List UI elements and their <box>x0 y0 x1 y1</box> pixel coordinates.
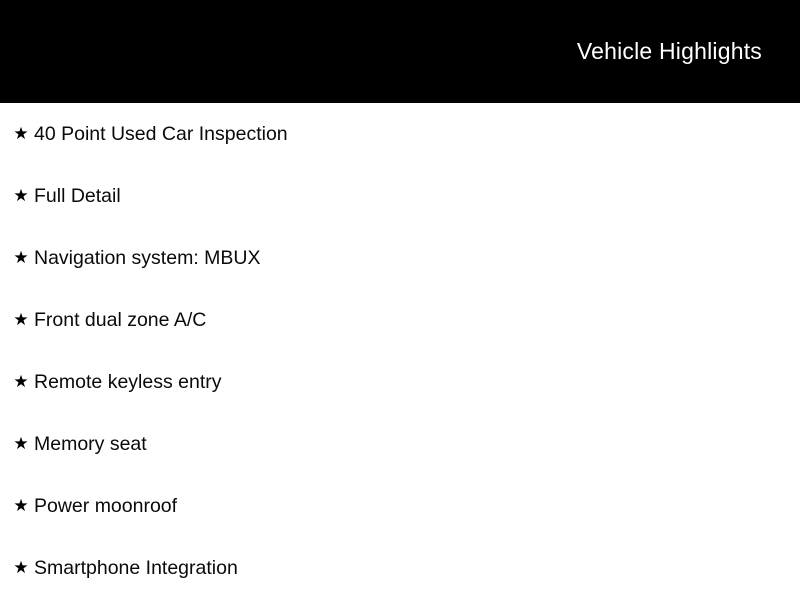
list-item-label: Front dual zone A/C <box>34 308 207 331</box>
page-title: Vehicle Highlights <box>576 38 762 64</box>
header-bar <box>0 0 800 103</box>
star-icon: ★ <box>13 247 29 268</box>
list-item <box>0 289 800 351</box>
star-icon: ★ <box>13 309 29 330</box>
list-item-label: Remote keyless entry <box>34 370 222 393</box>
list-item-label: Smartphone Integration <box>34 556 238 579</box>
list-item-label: Navigation system: MBUX <box>34 246 261 269</box>
vehicle-highlights-list <box>0 103 800 599</box>
star-icon: ★ <box>13 123 29 144</box>
star-icon: ★ <box>13 371 29 392</box>
list-item <box>0 227 800 289</box>
list-item <box>0 103 800 165</box>
star-icon: ★ <box>13 433 29 454</box>
list-item-label: Full Detail <box>34 184 121 207</box>
star-icon: ★ <box>13 185 29 206</box>
star-icon: ★ <box>13 495 29 516</box>
list-item-label: Memory seat <box>34 432 147 455</box>
list-item-label: 40 Point Used Car Inspection <box>34 122 288 145</box>
list-item-label: Power moonroof <box>34 494 178 517</box>
list-item <box>0 537 800 599</box>
list-item <box>0 165 800 227</box>
star-icon: ★ <box>13 557 29 578</box>
list-item <box>0 413 800 475</box>
list-item <box>0 475 800 537</box>
list-item <box>0 351 800 413</box>
